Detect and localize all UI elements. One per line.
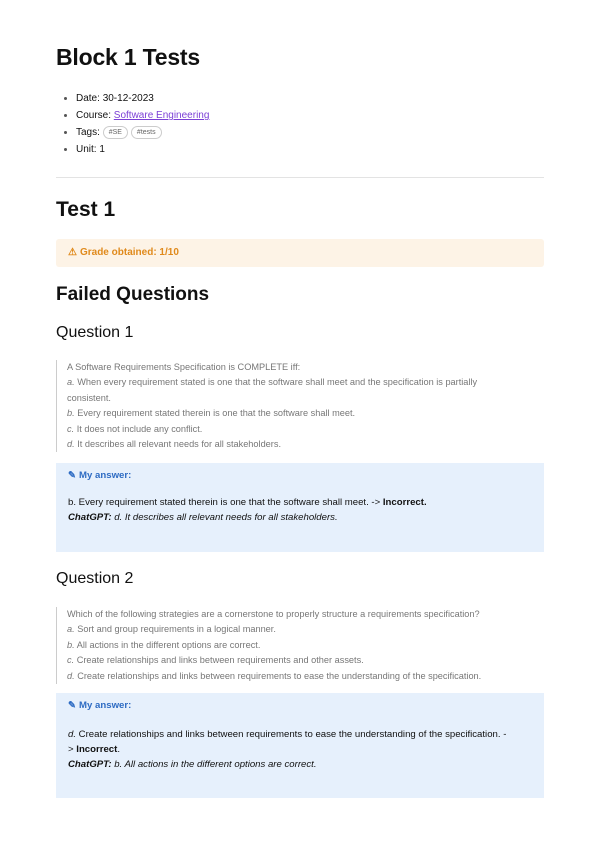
question-1-answer-label: ✎ My answer:: [68, 470, 132, 481]
divider: [56, 177, 544, 178]
question-1-heading: Question 1: [56, 324, 134, 341]
question-2-option-d: d. Create relationships and links between requirements to ease the understanding of the specification.: [67, 670, 482, 681]
question-2-quote: [56, 607, 544, 684]
question-2-heading: Question 2: [56, 570, 134, 587]
tag-tests[interactable]: #tests: [131, 126, 162, 139]
question-1-quote: [56, 360, 544, 452]
meta-tags: [56, 124, 209, 141]
metadata-list: [56, 90, 209, 158]
grade-text: Grade obtained: 1/10: [79, 247, 179, 258]
question-2-answer-text-cont: > Incorrect.: [68, 744, 121, 755]
question-2-option-a: a. Sort and group requirements in a logical manner.: [67, 624, 276, 635]
question-2-option-c: c. Create relationships and links between requirements and other assets.: [67, 655, 364, 666]
grade-callout: [56, 239, 544, 267]
question-1-option-a: a. When every requirement stated is one that the software shall meet and the specification is partially: [67, 377, 478, 388]
question-1-chatgpt: ChatGPT: d. It describes all relevant needs for all stakeholders.: [68, 512, 338, 523]
pencil-icon: ✎: [68, 470, 77, 481]
meta-course: [56, 107, 209, 124]
question-2-answer-text: d. Create relationships and links between requirements to ease the understanding of the specification. -: [68, 729, 507, 740]
question-1-option-c: c. It does not include any conflict.: [67, 423, 203, 434]
test-heading: Test 1: [56, 198, 116, 221]
question-2-option-b: b. All actions in the different options are correct.: [67, 639, 261, 650]
question-1-answer-callout: [56, 463, 544, 552]
question-2-answer-callout: [56, 693, 544, 798]
tag-se[interactable]: #SE: [103, 126, 128, 139]
question-1-option-b: b. Every requirement stated therein is one that the software shall meet.: [67, 408, 356, 419]
question-2-prompt: Which of the following strategies are a cornerstone to properly structure a requirements specification?: [67, 609, 480, 619]
meta-unit-label: Unit:: [76, 144, 97, 155]
meta-date: [56, 90, 209, 107]
question-2-chatgpt: ChatGPT: b. All actions in the different options are correct.: [68, 759, 317, 770]
meta-course-label: Course:: [76, 110, 112, 121]
meta-unit-value: 1: [99, 144, 105, 155]
meta-date-label: Date:: [76, 93, 100, 104]
page-title: Block 1 Tests: [56, 44, 200, 70]
question-1-option-d: d. It describes all relevant needs for all stakeholders.: [67, 439, 281, 450]
question-1-answer-text: b. Every requirement stated therein is one that the software shall meet. -> Incorrect.: [68, 497, 427, 508]
question-2-answer-label: ✎ My answer:: [68, 700, 132, 711]
meta-date-value: 30-12-2023: [102, 93, 154, 104]
question-1-option-a-cont: consistent.: [67, 392, 111, 403]
question-1-prompt: A Software Requirements Specification is COMPLETE iff:: [67, 362, 301, 372]
meta-tags-label: Tags:: [76, 127, 100, 138]
warning-icon: ⚠: [68, 247, 77, 258]
pencil-icon: ✎: [68, 700, 77, 711]
course-link[interactable]: Software Engineering: [113, 110, 210, 121]
failed-questions-heading: Failed Questions: [56, 284, 210, 305]
meta-unit: [56, 141, 209, 158]
